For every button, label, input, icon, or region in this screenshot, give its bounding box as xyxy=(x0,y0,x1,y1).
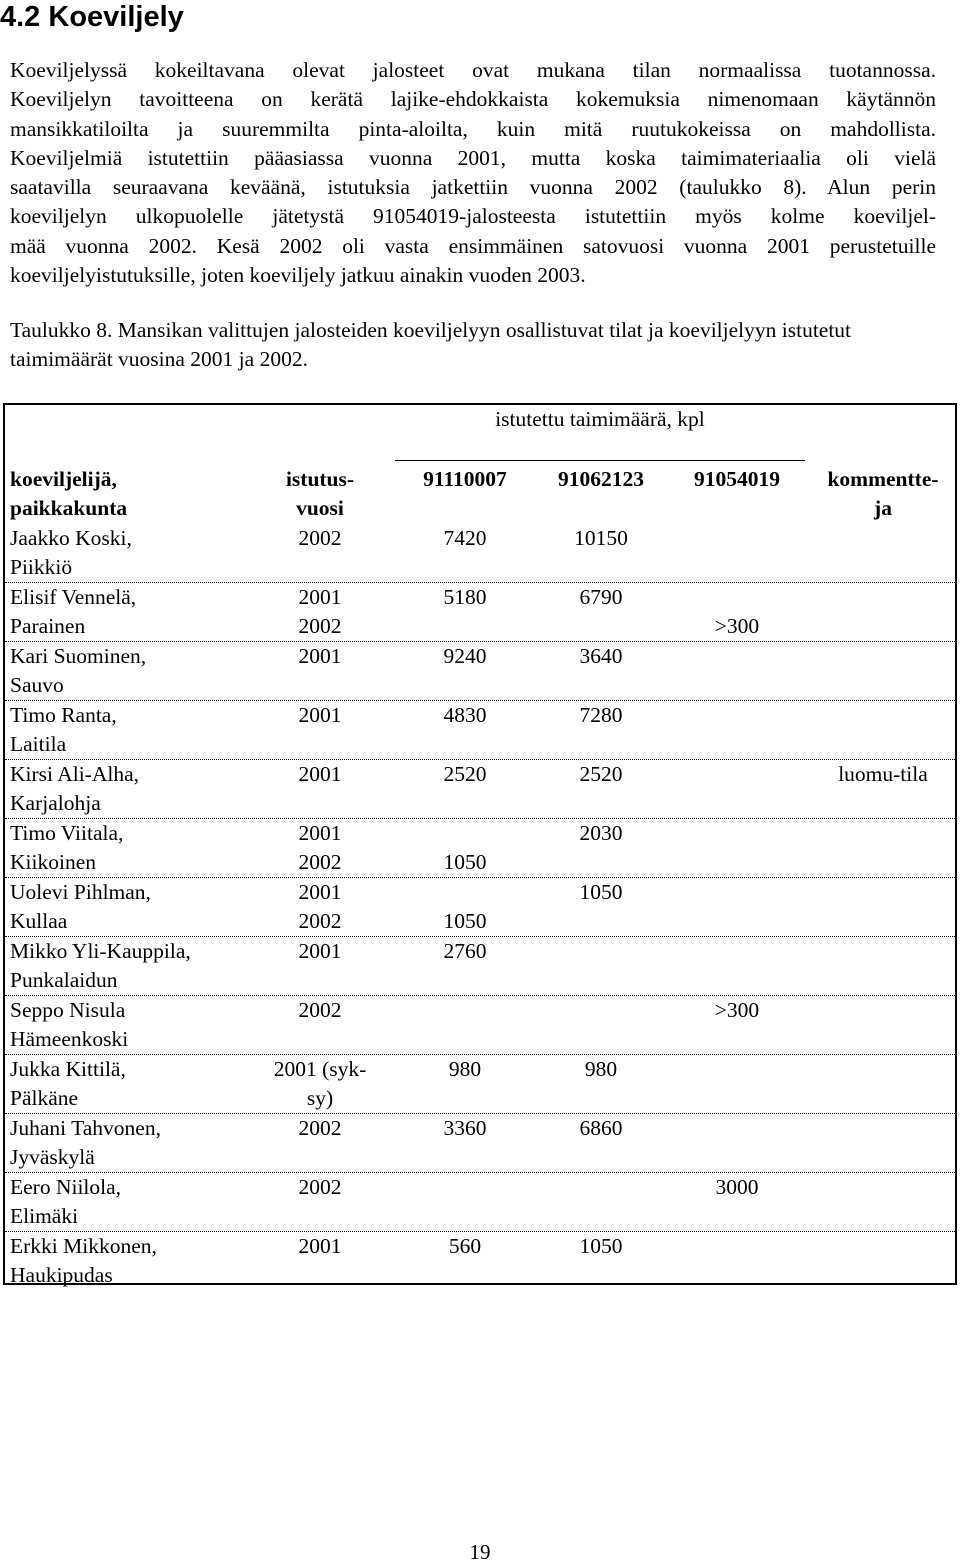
header-comments-line1: kommentte- xyxy=(827,467,939,491)
value-91110007: 980 xyxy=(448,1057,482,1081)
grower-place: Kiikoinen xyxy=(10,850,96,874)
year-cell: 2002 xyxy=(298,909,342,933)
year-cell: 2001 (syk- xyxy=(273,1057,367,1081)
grower-name: Eero Niilola, xyxy=(10,1175,122,1199)
grower-place: Sauvo xyxy=(10,673,64,697)
year-cell: 2001 xyxy=(298,1234,342,1258)
grower-name: Seppo Nisula xyxy=(10,998,126,1022)
paragraph-line: Koeviljelmiä istutettiin pääasiassa vuonna 2001, mutta koska taimimateriaalia oli vielä xyxy=(10,145,936,170)
header-grower-line2: paikkakunta xyxy=(10,496,128,520)
grower-name: Mikko Yli-Kauppila, xyxy=(10,939,191,963)
value-91062123: 10150 xyxy=(574,526,628,550)
planting-table xyxy=(3,403,957,1285)
grower-name: Elisif Vennelä, xyxy=(10,585,137,609)
grower-place: Parainen xyxy=(10,614,86,638)
header-comments-line2: ja xyxy=(874,496,892,520)
value-91110007: 2520 xyxy=(443,762,487,786)
grower-place: Haukipudas xyxy=(10,1263,113,1287)
paragraph-line: saatavilla seuraavana keväänä, istutuksia jatkettiin vuonna 2002 (taulukko 8). Alun perin xyxy=(10,175,936,200)
grower-place: Kullaa xyxy=(10,909,68,933)
value-91054019: >300 xyxy=(714,614,760,638)
table-row xyxy=(5,1172,955,1232)
year-cell: 2001 xyxy=(298,880,342,904)
value-91110007: 1050 xyxy=(443,909,487,933)
table-caption: Taulukko 8. Mansikan valittujen jalosteiden koeviljelyyn osallistuvat tilat ja koeviljelyyn istutetut taimimäärät vuosina 2001 ja 2002. xyxy=(10,318,852,372)
value-91110007: 7420 xyxy=(443,526,487,550)
paragraph-line: koeviljelyistutuksille, joten koeviljely jatkuu ainakin vuoden 2003. xyxy=(10,263,586,288)
grower-name: Uolevi Pihlman, xyxy=(10,880,151,904)
grower-place: Punkalaidun xyxy=(10,968,118,992)
grower-name: Erkki Mikkonen, xyxy=(10,1234,157,1258)
grower-name: Kirsi Ali-Alha, xyxy=(10,762,139,786)
value-91054019: 3000 xyxy=(715,1175,759,1199)
grower-name: Jukka Kittilä, xyxy=(10,1057,126,1081)
year-cell: 2002 xyxy=(298,1175,342,1199)
grower-name: Jaakko Koski, xyxy=(10,526,132,550)
group-header-rule xyxy=(395,460,805,461)
value-91062123: 2030 xyxy=(579,821,623,845)
year-cell: 2001 xyxy=(298,939,342,963)
comment-cell: luomu-tila xyxy=(838,762,928,786)
year-cell: 2001 xyxy=(298,821,342,845)
group-header: istutettu taimimäärä, kpl xyxy=(495,407,705,431)
year-cell: 2002 xyxy=(298,526,342,550)
grower-place: Jyväskylä xyxy=(10,1145,95,1169)
header-grower-line1: koeviljelijä, xyxy=(10,467,117,491)
grower-place: Piikkiö xyxy=(10,555,73,579)
year-cell: 2001 xyxy=(298,585,342,609)
paragraph-line: koeviljelyn ulkopuolelle jätetystä 91054019-jalosteesta istutettiin myös kolme koeviljel- xyxy=(10,204,936,229)
grower-name: Juhani Tahvonen, xyxy=(10,1116,161,1140)
value-91110007: 4830 xyxy=(443,703,487,727)
year-cell: 2002 xyxy=(298,1116,342,1140)
grower-place: Laitila xyxy=(10,732,67,756)
value-91110007: 2760 xyxy=(443,939,487,963)
grower-place: Elimäki xyxy=(10,1204,79,1228)
page-number: 19 xyxy=(469,1540,491,1564)
paragraph-line: Koeviljelyn tavoitteena on kerätä lajike-ehdokkaista kokemuksia nimenomaan käytännön xyxy=(10,87,936,112)
value-91062123: 7280 xyxy=(579,703,623,727)
value-91062123: 980 xyxy=(584,1057,618,1081)
year-cell: sy) xyxy=(306,1086,334,1110)
header-year-line1: istutus- xyxy=(285,467,355,491)
grower-name: Timo Ranta, xyxy=(10,703,117,727)
header-year-line2: vuosi xyxy=(296,496,344,520)
value-91062123: 1050 xyxy=(579,880,623,904)
grower-name: Kari Suominen, xyxy=(10,644,147,668)
year-cell: 2001 xyxy=(298,762,342,786)
grower-place: Pälkäne xyxy=(10,1086,79,1110)
paragraph-line: mansikkatiloilta ja suuremmilta pinta-aloilta, kuin mitä ruutukokeissa on mahdollista. xyxy=(10,116,936,141)
year-cell: 2002 xyxy=(298,614,342,638)
grower-place: Karjalohja xyxy=(10,791,101,815)
value-91110007: 5180 xyxy=(443,585,487,609)
body-paragraph xyxy=(10,56,936,290)
grower-name: Timo Viitala, xyxy=(10,821,124,845)
value-91062123: 6790 xyxy=(579,585,623,609)
value-91062123: 1050 xyxy=(579,1234,623,1258)
year-cell: 2001 xyxy=(298,703,342,727)
grower-place: Hämeenkoski xyxy=(10,1027,129,1051)
year-cell: 2002 xyxy=(298,998,342,1022)
header-91054019: 91054019 xyxy=(694,467,780,491)
value-91054019: >300 xyxy=(714,998,760,1022)
paragraph-line: Koeviljelyssä kokeiltavana olevat jalosteet ovat mukana tilan normaalissa tuotannossa. xyxy=(10,58,936,82)
value-91110007: 3360 xyxy=(443,1116,487,1140)
value-91062123: 3640 xyxy=(579,644,623,668)
header-91062123: 91062123 xyxy=(558,467,644,491)
value-91110007: 560 xyxy=(448,1234,482,1258)
year-cell: 2002 xyxy=(298,850,342,874)
table-row xyxy=(5,995,955,1055)
year-cell: 2001 xyxy=(298,644,342,668)
paragraph-line: mää vuonna 2002. Kesä 2002 oli vasta ensimmäinen satovuosi vuonna 2001 perustetuille xyxy=(10,233,936,258)
value-91062123: 6860 xyxy=(579,1116,623,1140)
header-91110007: 91110007 xyxy=(423,467,507,491)
value-91110007: 9240 xyxy=(443,644,487,668)
value-91110007: 1050 xyxy=(443,850,487,874)
section-heading: 4.2 Koeviljely xyxy=(0,1,184,33)
value-91062123: 2520 xyxy=(579,762,623,786)
